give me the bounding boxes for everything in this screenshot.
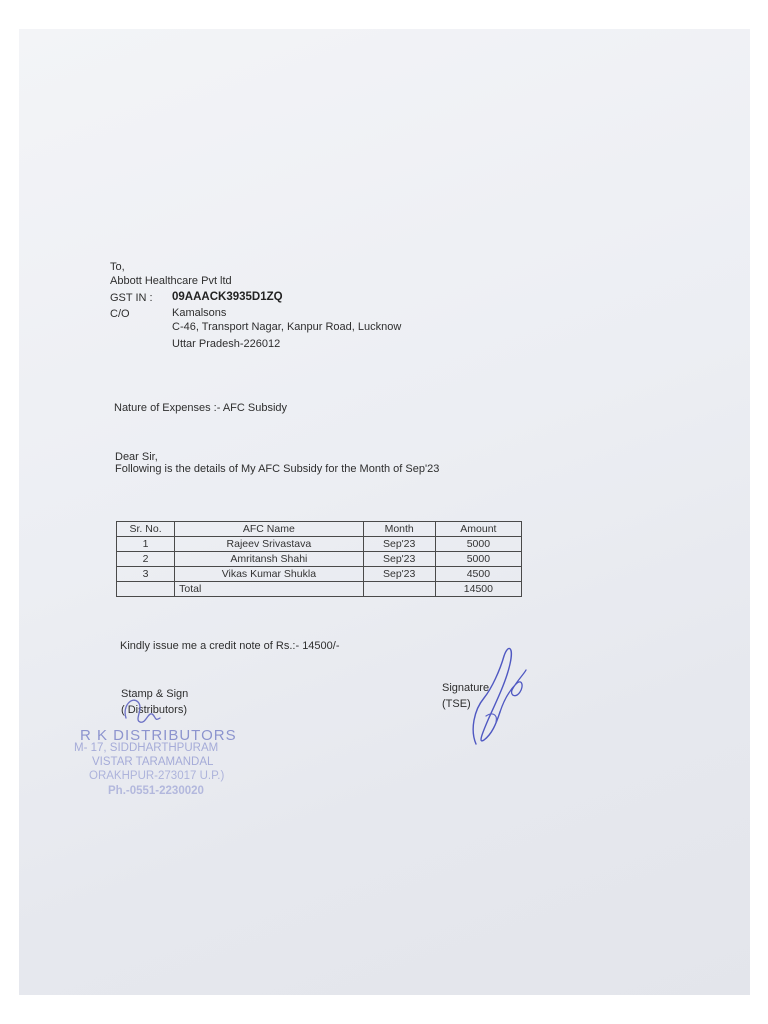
cell-afc-name: Amritansh Shahi <box>175 552 363 567</box>
cell-sr-no: 1 <box>117 537 175 552</box>
stamp-line-4: ORAKHPUR-273017 U.P.) <box>89 770 225 782</box>
cell-amount: 4500 <box>435 567 521 582</box>
distributor-signature <box>118 688 178 728</box>
stamp-line-5: Ph.-0551-2230020 <box>108 785 204 797</box>
address-line-1: C-46, Transport Nagar, Kanpur Road, Lucknow <box>172 321 402 333</box>
header-month: Month <box>363 522 435 537</box>
cell-month: Sep'23 <box>363 552 435 567</box>
table-header-row <box>117 522 522 537</box>
document-page <box>19 29 750 995</box>
to-line: To, <box>110 261 125 273</box>
co-name: Kamalsons <box>172 307 227 319</box>
table-row <box>117 537 522 552</box>
stamp-line-3: VISTAR TARAMANDAL <box>92 756 214 768</box>
distributor-stamp <box>74 727 280 807</box>
afc-subsidy-table <box>116 521 522 597</box>
nature-of-expenses: Nature of Expenses :- AFC Subsidy <box>114 402 288 414</box>
co-label: C/O <box>110 308 130 320</box>
table-row <box>117 552 522 567</box>
cell-amount: 5000 <box>435 537 521 552</box>
total-label: Total <box>175 582 363 597</box>
stamp-role: ( Distributors) <box>121 704 188 716</box>
gst-number: 09AAACK3935D1ZQ <box>172 291 283 303</box>
address-line-2: Uttar Pradesh-226012 <box>172 338 281 350</box>
cell-sr-no: 2 <box>117 552 175 567</box>
cell-afc-name: Vikas Kumar Shukla <box>175 567 363 582</box>
total-value: 14500 <box>435 582 521 597</box>
salutation: Dear Sir, <box>115 451 158 463</box>
header-sr-no: Sr. No. <box>117 522 175 537</box>
stamp-line-2: M- 17, SIDDHARTHPURAM <box>74 742 219 754</box>
tse-signature <box>466 640 530 752</box>
table-row <box>117 567 522 582</box>
signature-label: Signature <box>442 682 490 694</box>
signature-role: (TSE) <box>442 698 471 710</box>
stamp-line-1: R K DISTRIBUTORS <box>80 727 237 744</box>
stamp-label: Stamp & Sign <box>121 688 189 700</box>
company-name: Abbott Healthcare Pvt ltd <box>110 275 232 287</box>
header-afc-name: AFC Name <box>175 522 363 537</box>
table-total-row <box>117 582 522 597</box>
cell-sr-no: 3 <box>117 567 175 582</box>
cell-month: Sep'23 <box>363 537 435 552</box>
cell-amount: 5000 <box>435 552 521 567</box>
gst-label: GST IN : <box>110 292 153 304</box>
intro-text: Following is the details of My AFC Subsidy for the Month of Sep'23 <box>115 463 440 475</box>
cell-afc-name: Rajeev Srivastava <box>175 537 363 552</box>
cell-month: Sep'23 <box>363 567 435 582</box>
cell-empty <box>117 582 175 597</box>
header-amount: Amount <box>435 522 521 537</box>
cell-empty <box>363 582 435 597</box>
credit-note-request: Kindly issue me a credit note of Rs.:- 14500/- <box>120 640 340 652</box>
